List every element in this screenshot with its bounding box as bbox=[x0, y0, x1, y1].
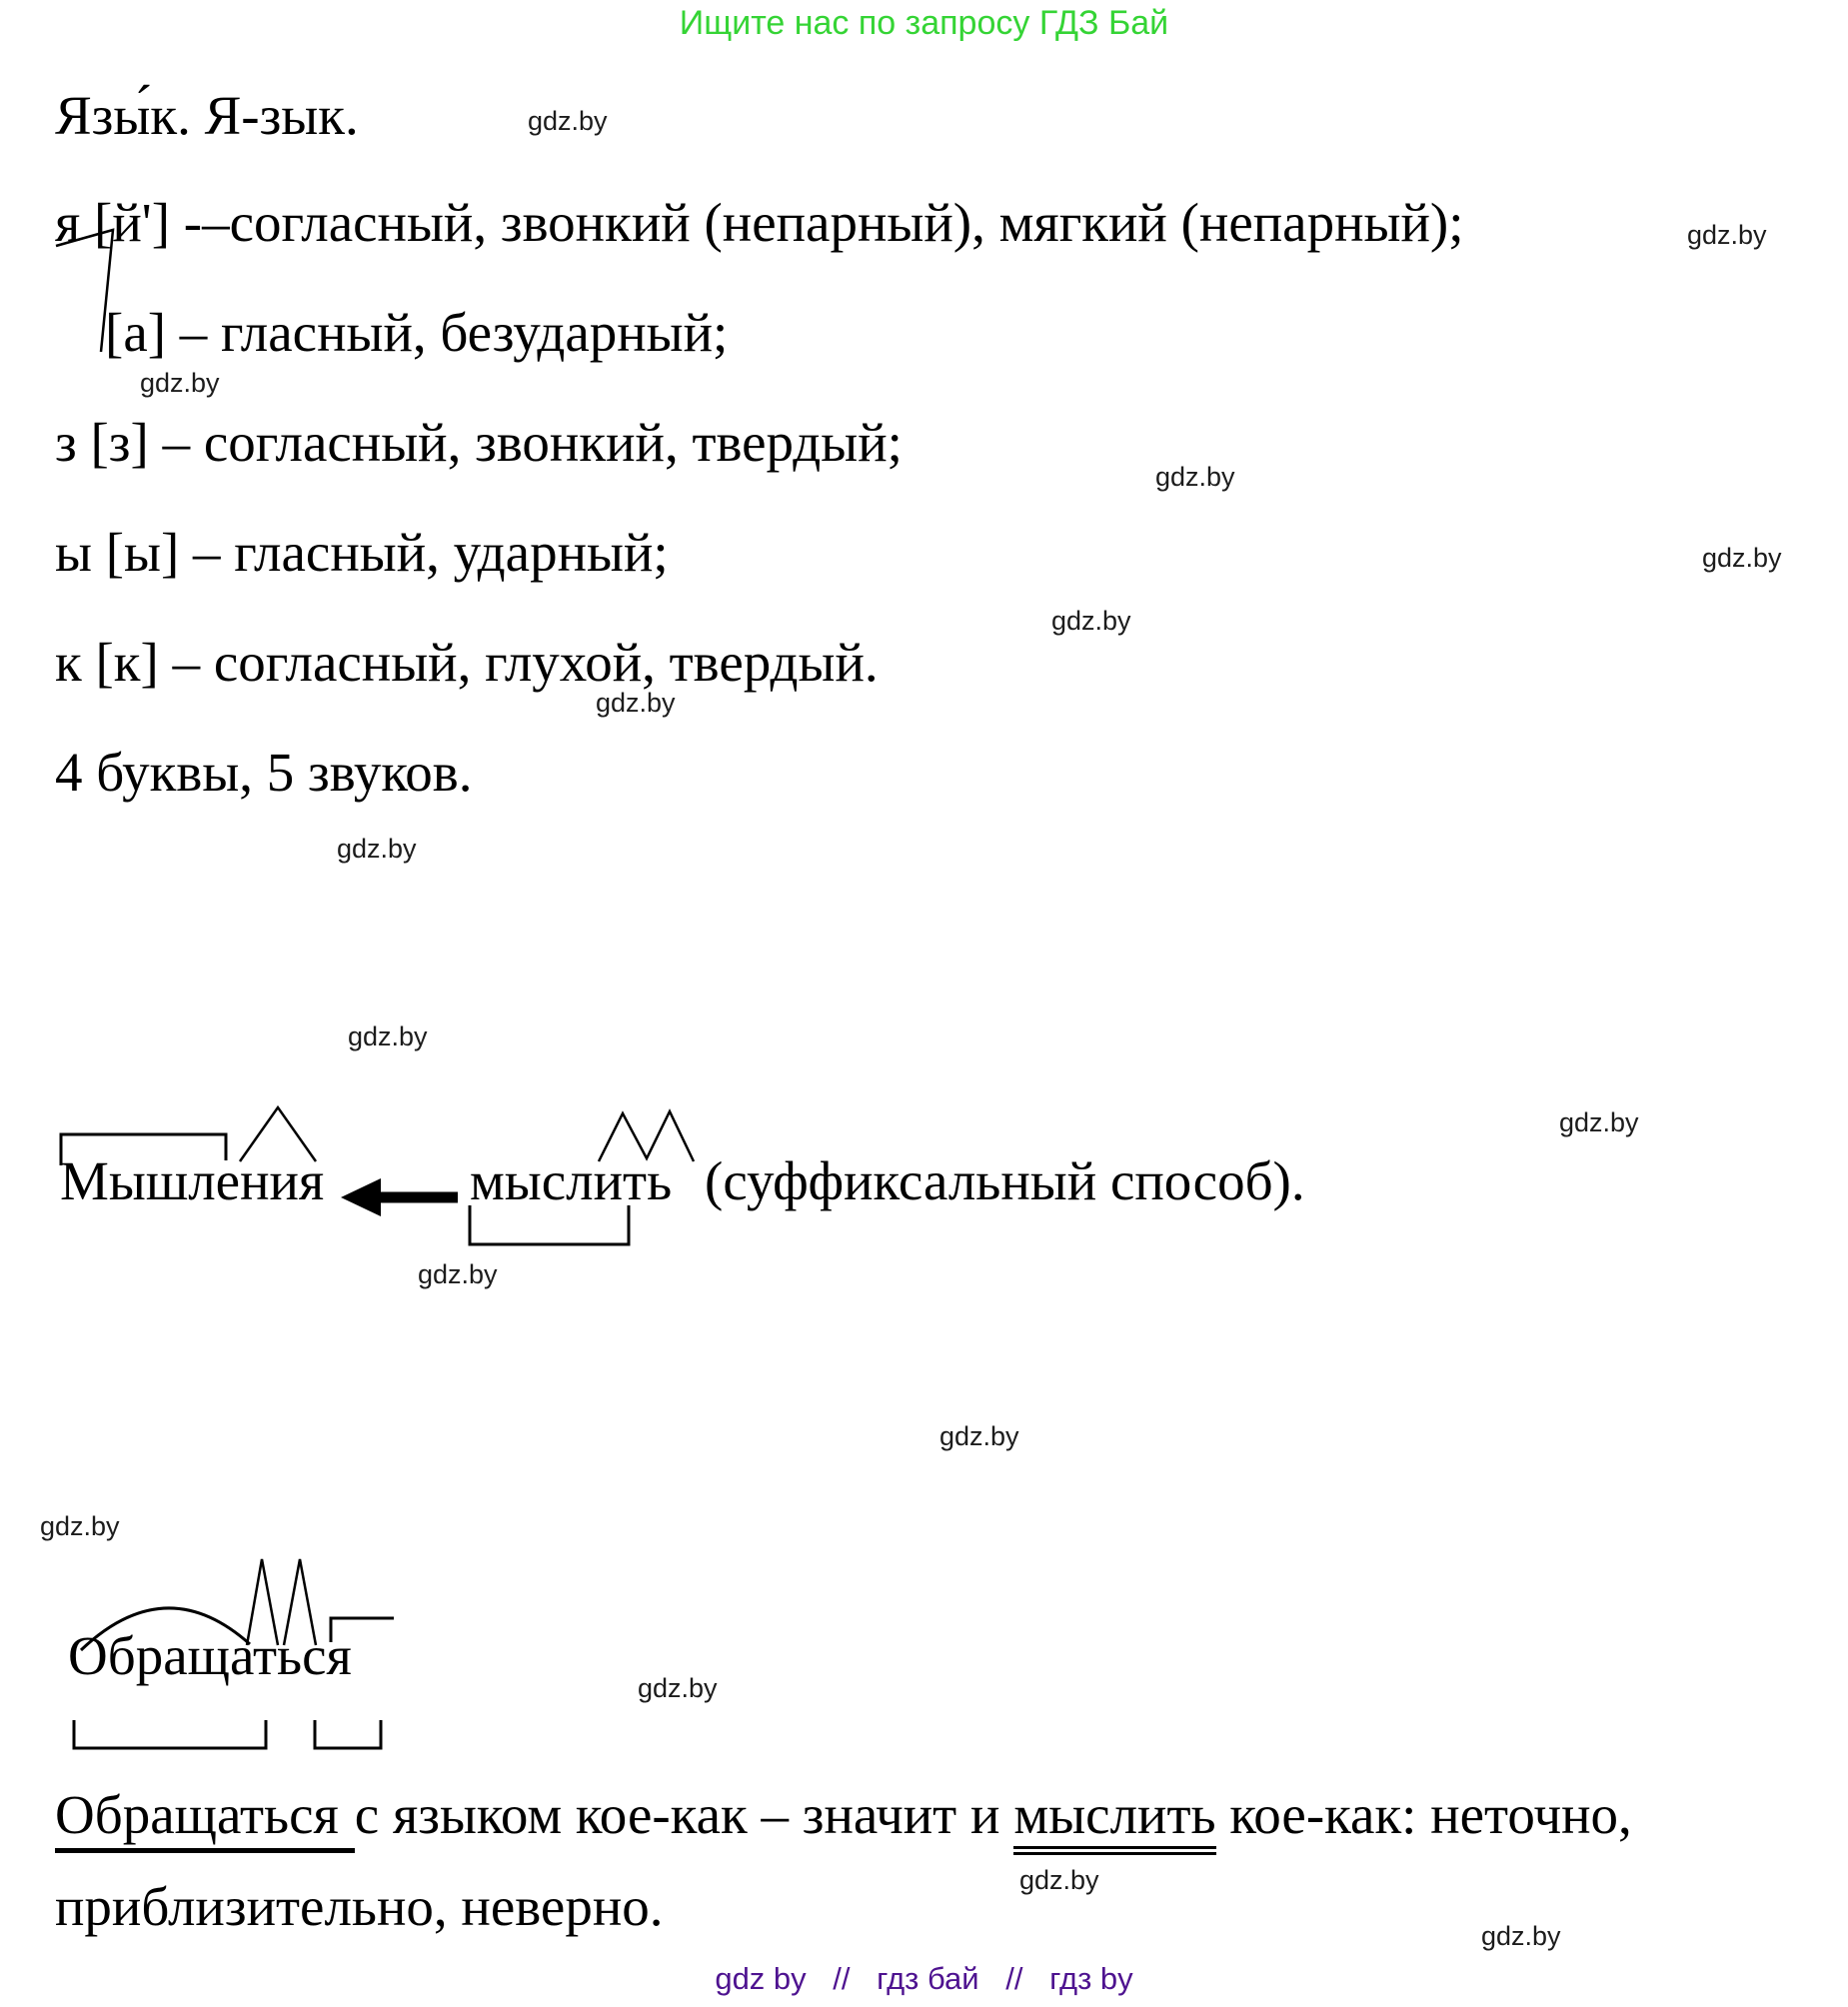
watermark: gdz.by bbox=[638, 1673, 718, 1703]
derivation-arrow-head bbox=[341, 1178, 381, 1216]
sentence-line-1 bbox=[55, 1785, 1632, 1846]
stem-under-bracket-2 bbox=[315, 1720, 381, 1748]
footer-link-gdz-by-2[interactable]: гдз by bbox=[1049, 1961, 1133, 1996]
phonetic-line-z: з [з] – согласный, звонкий, твердый; bbox=[55, 412, 903, 473]
morphemic-word: Обращаться bbox=[68, 1625, 352, 1686]
sentence-underlined-word-1: Обращаться bbox=[55, 1784, 355, 1853]
watermark: gdz.by bbox=[596, 688, 676, 718]
watermark: gdz.by bbox=[418, 1259, 498, 1289]
footer-separator: // bbox=[1005, 1961, 1023, 1996]
phonetic-line-y: ы [ы] – гласный, ударный; bbox=[55, 522, 669, 583]
watermark: gdz.by bbox=[1051, 606, 1131, 636]
phonetic-line-a: [а] – гласный, безударный; bbox=[105, 302, 729, 363]
word-title: Язы́к. Я-зык. bbox=[55, 85, 359, 146]
watermark: gdz.by bbox=[1019, 1865, 1099, 1895]
watermark: gdz.by bbox=[140, 368, 220, 398]
watermark: gdz.by bbox=[348, 1021, 428, 1051]
watermark: gdz.by bbox=[1687, 220, 1767, 250]
base-word: мыслить bbox=[470, 1150, 673, 1211]
footer-link-gdz-bai[interactable]: гдз бай bbox=[877, 1961, 979, 1996]
sentence-underlined-word-2: мыслить bbox=[1013, 1784, 1215, 1855]
phonetic-line-k: к [к] – согласный, глухой, твердый. bbox=[55, 632, 879, 693]
footer-links bbox=[0, 1961, 1848, 1997]
watermark: gdz.by bbox=[939, 1421, 1019, 1451]
watermark: gdz.by bbox=[528, 106, 608, 136]
watermark: gdz.by bbox=[1155, 462, 1235, 492]
promo-banner: Ищите нас по запросу ГДЗ Бай bbox=[679, 4, 1169, 42]
sentence-middle-text: с языком кое-как – значит и bbox=[354, 1784, 1000, 1845]
watermark: gdz.by bbox=[337, 834, 417, 864]
formation-method: (суффиксальный способ). bbox=[705, 1150, 1305, 1211]
derived-word: Мышления bbox=[60, 1150, 325, 1211]
letters-sounds-count: 4 буквы, 5 звуков. bbox=[55, 742, 473, 803]
footer-link-gdz-by[interactable]: gdz by bbox=[715, 1961, 807, 1996]
phonetic-line-ya: я [й'] -–согласный, звонкий (непарный), мягкий (непарный); bbox=[55, 192, 1464, 253]
watermark: gdz.by bbox=[1559, 1107, 1639, 1137]
sentence-tail-text: кое-как: неточно, bbox=[1215, 1784, 1632, 1845]
watermark: gdz.by bbox=[1481, 1921, 1561, 1951]
watermark: gdz.by bbox=[1702, 543, 1782, 573]
watermark: gdz.by bbox=[40, 1511, 120, 1541]
stem-under-bracket-1 bbox=[74, 1720, 266, 1748]
sentence-line-2: приблизительно, неверно. bbox=[55, 1876, 664, 1937]
footer-separator: // bbox=[833, 1961, 851, 1996]
